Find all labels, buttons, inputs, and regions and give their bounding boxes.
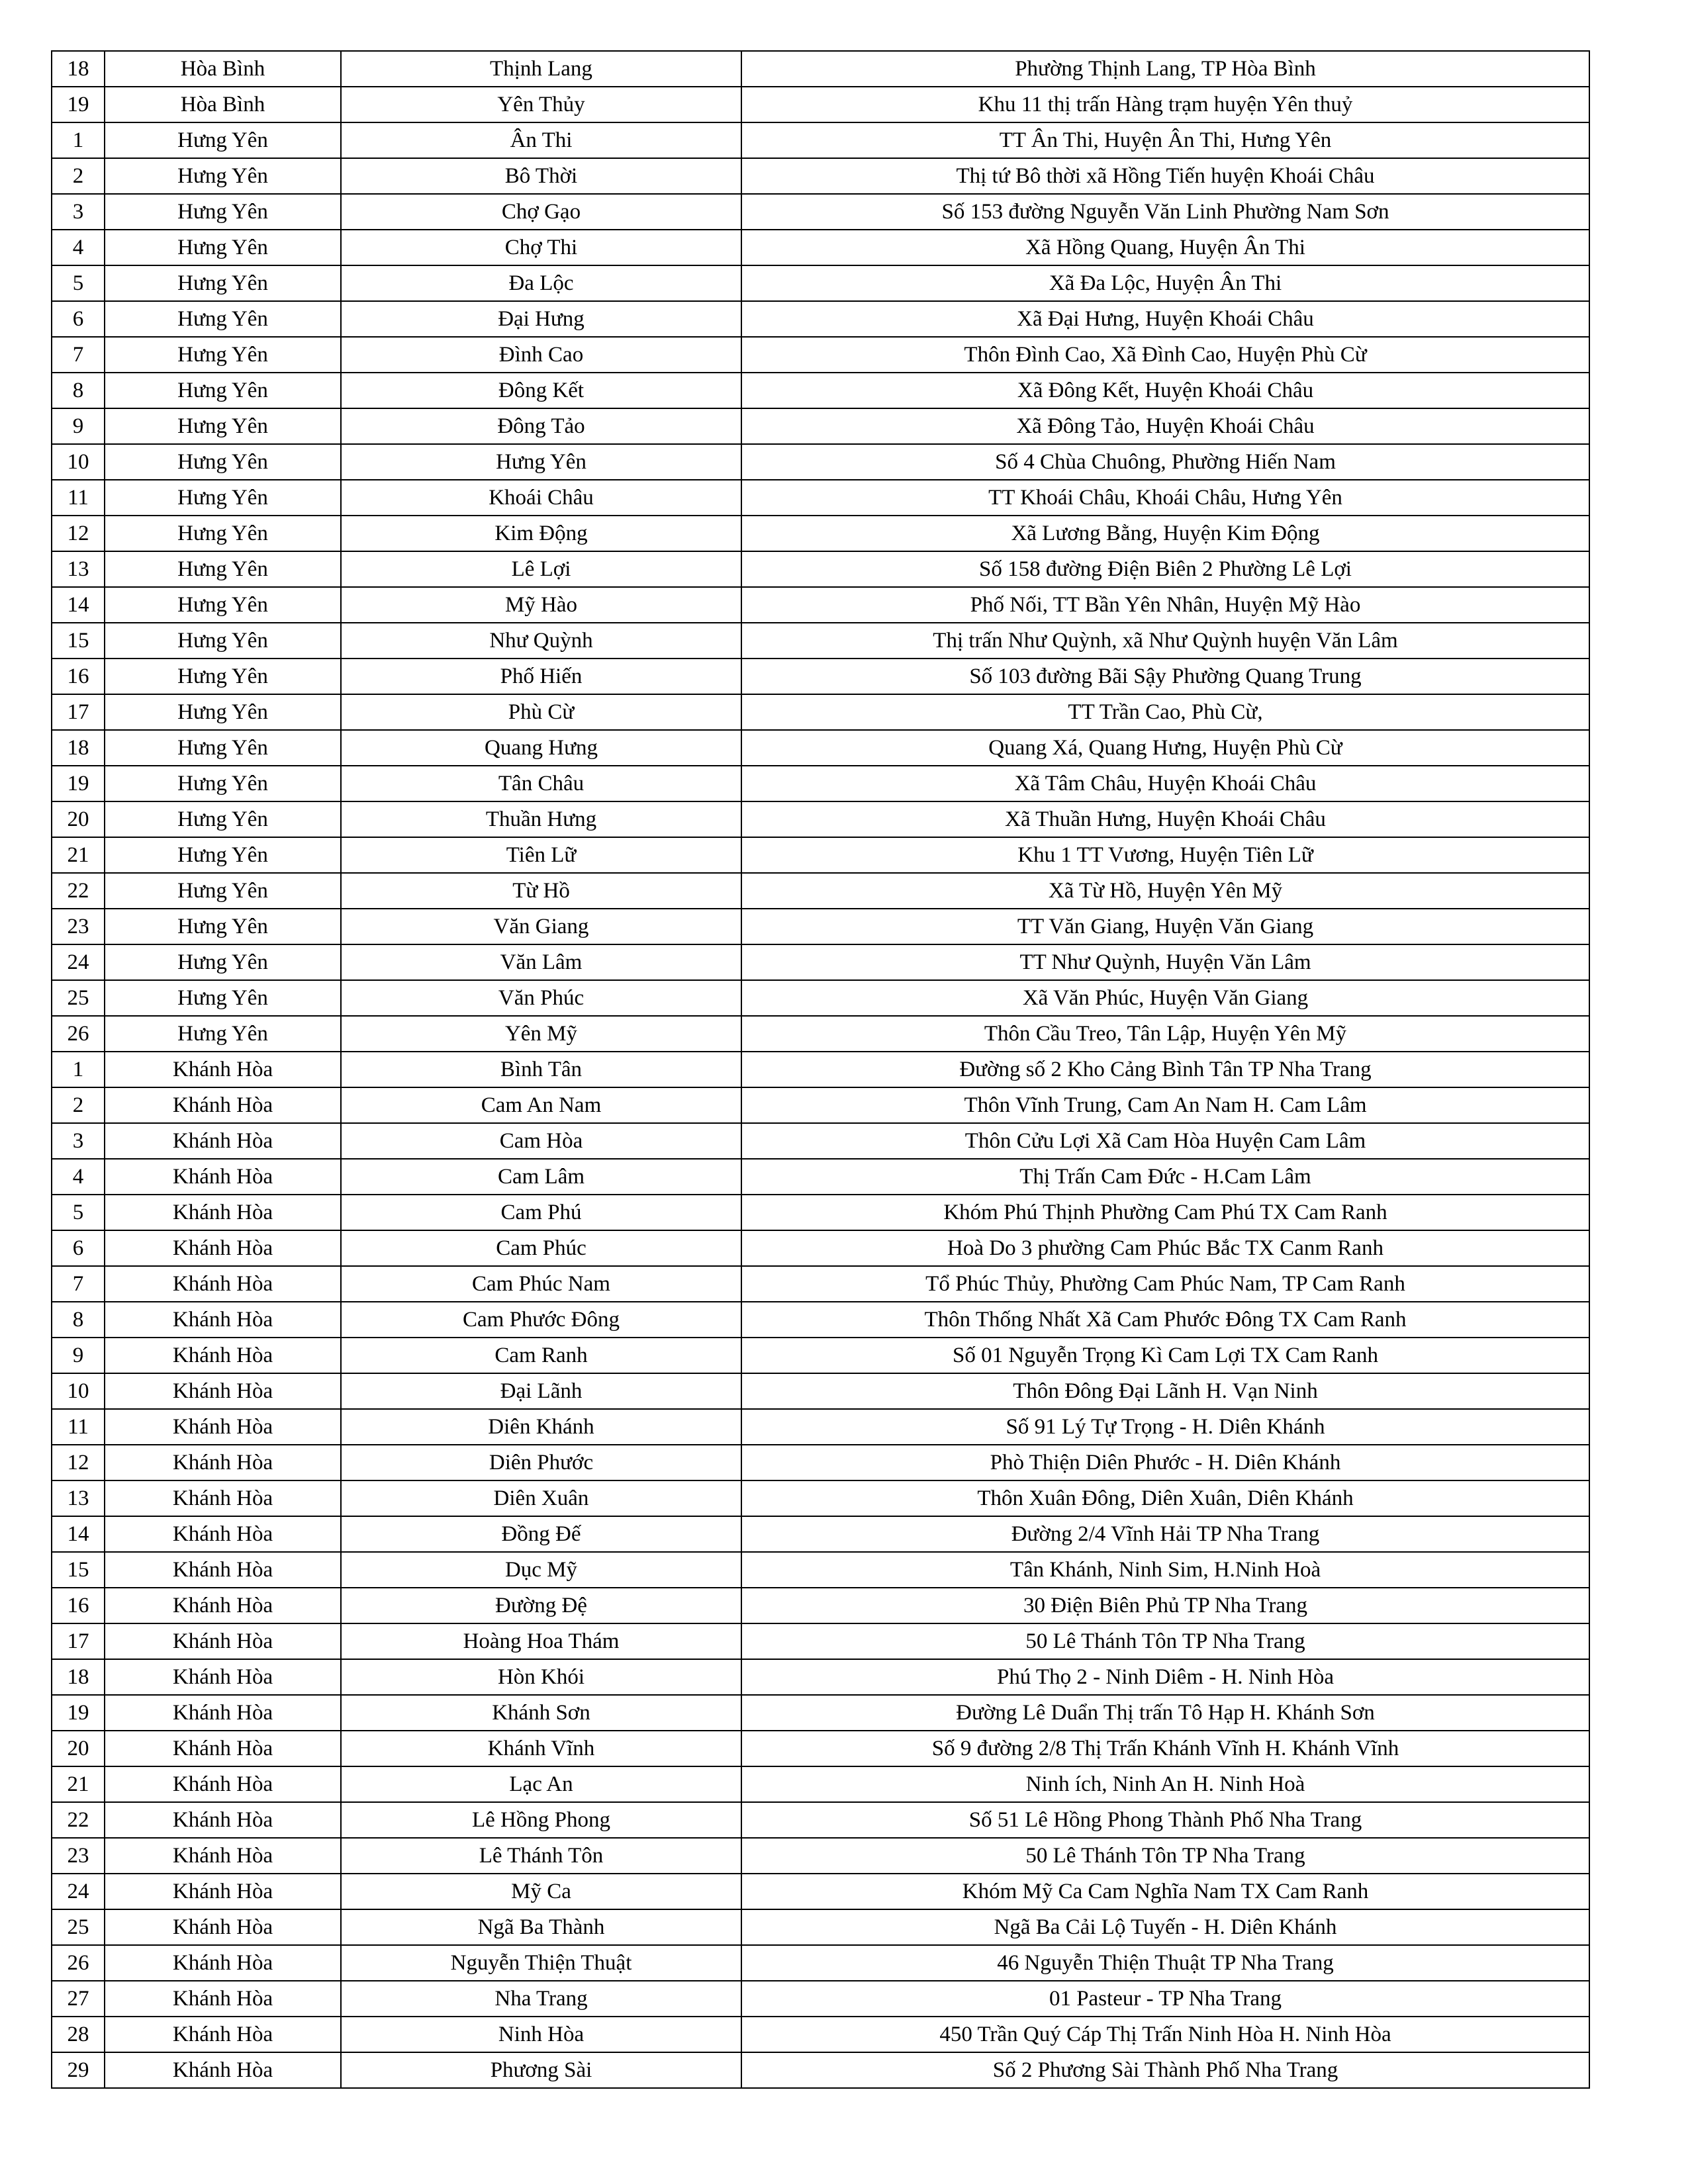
table-row [52,1659,1589,1695]
branch-name-cell: Ân Thi [341,122,741,158]
row-number-cell: 15 [52,623,105,659]
table-row [52,1766,1589,1802]
address-cell: Xã Hồng Quang, Huyện Ân Thi [741,230,1589,265]
row-number-cell: 18 [52,730,105,766]
row-number-cell: 27 [52,1981,105,2017]
province-cell: Khánh Hòa [105,1480,341,1516]
address-cell: Xã Thuần Hưng, Huyện Khoái Châu [741,801,1589,837]
table-row [52,623,1589,659]
row-number-cell: 13 [52,1480,105,1516]
table-row [52,766,1589,801]
row-number-cell: 29 [52,2052,105,2088]
row-number-cell: 26 [52,1945,105,1981]
row-number-cell: 17 [52,1623,105,1659]
address-cell: TT Văn Giang, Huyện Văn Giang [741,909,1589,944]
address-cell: 450 Trần Quý Cáp Thị Trấn Ninh Hòa H. Ninh Hòa [741,2017,1589,2052]
table-row [52,837,1589,873]
table-row [52,194,1589,230]
row-number-cell: 24 [52,944,105,980]
province-cell: Hưng Yên [105,194,341,230]
branch-name-cell: Lạc An [341,1766,741,1802]
address-cell: Khóm Mỹ Ca Cam Nghĩa Nam TX Cam Ranh [741,1874,1589,1909]
address-cell: Khu 1 TT Vương, Huyện Tiên Lữ [741,837,1589,873]
address-cell: Xã Tâm Châu, Huyện Khoái Châu [741,766,1589,801]
branch-name-cell: Hoàng Hoa Thám [341,1623,741,1659]
table-row [52,1302,1589,1338]
province-cell: Hưng Yên [105,122,341,158]
table-row [52,158,1589,194]
address-cell: TT Trần Cao, Phù Cừ, [741,694,1589,730]
row-number-cell: 19 [52,766,105,801]
branch-name-cell: Hưng Yên [341,444,741,480]
branch-name-cell: Nguyễn Thiện Thuật [341,1945,741,1981]
address-cell: 50 Lê Thánh Tôn TP Nha Trang [741,1623,1589,1659]
branch-name-cell: Nha Trang [341,1981,741,2017]
table-row [52,659,1589,694]
branch-name-cell: Bình Tân [341,1052,741,1087]
branch-name-cell: Diên Phước [341,1445,741,1480]
branch-name-cell: Lê Thánh Tôn [341,1838,741,1874]
province-cell: Hòa Bình [105,87,341,122]
province-cell: Hưng Yên [105,265,341,301]
province-cell: Khánh Hòa [105,1445,341,1480]
table-row [52,265,1589,301]
branch-name-cell: Chợ Gạo [341,194,741,230]
row-number-cell: 5 [52,1195,105,1230]
province-cell: Hưng Yên [105,516,341,551]
address-cell: Phường Thịnh Lang, TP Hòa Bình [741,51,1589,87]
table-row [52,1945,1589,1981]
row-number-cell: 18 [52,1659,105,1695]
branch-name-cell: Ngã Ba Thành [341,1909,741,1945]
table-row [52,1480,1589,1516]
table-row [52,1373,1589,1409]
branch-name-cell: Đồng Đế [341,1516,741,1552]
row-number-cell: 1 [52,122,105,158]
table-row [52,1516,1589,1552]
address-cell: Thôn Cầu Treo, Tân Lập, Huyện Yên Mỹ [741,1016,1589,1052]
address-cell: Xã Đông Kết, Huyện Khoái Châu [741,373,1589,408]
address-cell: TT Như Quỳnh, Huyện Văn Lâm [741,944,1589,980]
branch-name-cell: Cam Hòa [341,1123,741,1159]
branch-name-cell: Quang Hưng [341,730,741,766]
branch-name-cell: Hòn Khói [341,1659,741,1695]
branch-name-cell: Diên Khánh [341,1409,741,1445]
branch-name-cell: Cam Phúc Nam [341,1266,741,1302]
address-cell: Thôn Thống Nhất Xã Cam Phước Đông TX Cam Ranh [741,1302,1589,1338]
province-cell: Hưng Yên [105,480,341,516]
row-number-cell: 1 [52,1052,105,1087]
table-row [52,1266,1589,1302]
province-cell: Hưng Yên [105,373,341,408]
table-row [52,730,1589,766]
table-body [52,51,1589,2088]
branch-name-cell: Chợ Thi [341,230,741,265]
province-cell: Khánh Hòa [105,1588,341,1623]
table-row [52,873,1589,909]
branch-name-cell: Dục Mỹ [341,1552,741,1588]
table-row [52,1909,1589,1945]
branch-address-table-page [51,50,1589,2089]
row-number-cell: 12 [52,516,105,551]
province-cell: Khánh Hòa [105,1195,341,1230]
province-cell: Hưng Yên [105,1016,341,1052]
table-row [52,408,1589,444]
province-cell: Khánh Hòa [105,2017,341,2052]
branch-name-cell: Khoái Châu [341,480,741,516]
province-cell: Hưng Yên [105,837,341,873]
branch-name-cell: Đông Kết [341,373,741,408]
province-cell: Khánh Hòa [105,1874,341,1909]
row-number-cell: 5 [52,265,105,301]
table-row [52,1087,1589,1123]
row-number-cell: 13 [52,551,105,587]
row-number-cell: 10 [52,1373,105,1409]
table-row [52,51,1589,87]
branch-address-table [51,50,1590,2089]
row-number-cell: 9 [52,408,105,444]
address-cell: Tân Khánh, Ninh Sim, H.Ninh Hoà [741,1552,1589,1588]
row-number-cell: 26 [52,1016,105,1052]
province-cell: Hưng Yên [105,909,341,944]
table-row [52,2052,1589,2088]
branch-name-cell: Thịnh Lang [341,51,741,87]
province-cell: Khánh Hòa [105,1695,341,1731]
table-row [52,1838,1589,1874]
address-cell: Thôn Đông Đại Lãnh H. Vạn Ninh [741,1373,1589,1409]
address-cell: Thôn Cửu Lợi Xã Cam Hòa Huyện Cam Lâm [741,1123,1589,1159]
province-cell: Hòa Bình [105,51,341,87]
address-cell: Ngã Ba Cải Lộ Tuyến - H. Diên Khánh [741,1909,1589,1945]
address-cell: Số 158 đường Điện Biên 2 Phường Lê Lợi [741,551,1589,587]
table-row [52,980,1589,1016]
table-row [52,587,1589,623]
address-cell: TT Khoái Châu, Khoái Châu, Hưng Yên [741,480,1589,516]
table-row [52,1802,1589,1838]
branch-name-cell: Như Quỳnh [341,623,741,659]
row-number-cell: 23 [52,1838,105,1874]
address-cell: Thôn Xuân Đông, Diên Xuân, Diên Khánh [741,1480,1589,1516]
address-cell: 30 Điện Biên Phủ TP Nha Trang [741,1588,1589,1623]
province-cell: Hưng Yên [105,694,341,730]
branch-name-cell: Đại Lãnh [341,1373,741,1409]
address-cell: 46 Nguyễn Thiện Thuật TP Nha Trang [741,1945,1589,1981]
table-row [52,1338,1589,1373]
branch-name-cell: Phù Cừ [341,694,741,730]
address-cell: Xã Từ Hồ, Huyện Yên Mỹ [741,873,1589,909]
row-number-cell: 25 [52,1909,105,1945]
province-cell: Khánh Hòa [105,1802,341,1838]
province-cell: Khánh Hòa [105,1945,341,1981]
row-number-cell: 9 [52,1338,105,1373]
province-cell: Hưng Yên [105,158,341,194]
address-cell: Tổ Phúc Thủy, Phường Cam Phúc Nam, TP Cam Ranh [741,1266,1589,1302]
row-number-cell: 19 [52,1695,105,1731]
row-number-cell: 3 [52,194,105,230]
row-number-cell: 12 [52,1445,105,1480]
address-cell: Phú Thọ 2 - Ninh Diêm - H. Ninh Hòa [741,1659,1589,1695]
table-row [52,1874,1589,1909]
branch-name-cell: Kim Động [341,516,741,551]
table-row [52,230,1589,265]
province-cell: Khánh Hòa [105,1909,341,1945]
table-row [52,122,1589,158]
province-cell: Khánh Hòa [105,1159,341,1195]
table-row [52,1695,1589,1731]
row-number-cell: 28 [52,2017,105,2052]
table-row [52,909,1589,944]
address-cell: Phố Nối, TT Bần Yên Nhân, Huyện Mỹ Hào [741,587,1589,623]
address-cell: Hoà Do 3 phường Cam Phúc Bắc TX Canm Ranh [741,1230,1589,1266]
branch-name-cell: Văn Giang [341,909,741,944]
province-cell: Khánh Hòa [105,2052,341,2088]
row-number-cell: 7 [52,1266,105,1302]
table-row [52,801,1589,837]
table-row [52,1409,1589,1445]
row-number-cell: 2 [52,158,105,194]
address-cell: Thị Trấn Cam Đức - H.Cam Lâm [741,1159,1589,1195]
branch-name-cell: Khánh Sơn [341,1695,741,1731]
row-number-cell: 16 [52,659,105,694]
province-cell: Khánh Hòa [105,1838,341,1874]
province-cell: Hưng Yên [105,623,341,659]
table-row [52,1016,1589,1052]
branch-name-cell: Đình Cao [341,337,741,373]
branch-name-cell: Mỹ Hào [341,587,741,623]
province-cell: Khánh Hòa [105,1623,341,1659]
province-cell: Hưng Yên [105,551,341,587]
row-number-cell: 18 [52,51,105,87]
row-number-cell: 6 [52,1230,105,1266]
row-number-cell: 14 [52,587,105,623]
province-cell: Khánh Hòa [105,1266,341,1302]
address-cell: Số 91 Lý Tự Trọng - H. Diên Khánh [741,1409,1589,1445]
table-row [52,1981,1589,2017]
address-cell: Xã Lương Bằng, Huyện Kim Động [741,516,1589,551]
address-cell: Xã Đa Lộc, Huyện Ân Thi [741,265,1589,301]
row-number-cell: 15 [52,1552,105,1588]
province-cell: Khánh Hòa [105,1230,341,1266]
address-cell: Số 153 đường Nguyễn Văn Linh Phường Nam Sơn [741,194,1589,230]
province-cell: Khánh Hòa [105,1766,341,1802]
row-number-cell: 2 [52,1087,105,1123]
table-row [52,444,1589,480]
address-cell: Đường số 2 Kho Cảng Bình Tân TP Nha Trang [741,1052,1589,1087]
branch-name-cell: Đường Đệ [341,1588,741,1623]
address-cell: Số 01 Nguyễn Trọng Kì Cam Lợi TX Cam Ranh [741,1338,1589,1373]
row-number-cell: 14 [52,1516,105,1552]
province-cell: Hưng Yên [105,444,341,480]
address-cell: Thị tứ Bô thời xã Hồng Tiến huyện Khoái Châu [741,158,1589,194]
branch-name-cell: Phương Sài [341,2052,741,2088]
branch-name-cell: Lê Hồng Phong [341,1802,741,1838]
address-cell: Quang Xá, Quang Hưng, Huyện Phù Cừ [741,730,1589,766]
branch-name-cell: Yên Mỹ [341,1016,741,1052]
province-cell: Khánh Hòa [105,1731,341,1766]
table-row [52,1052,1589,1087]
province-cell: Hưng Yên [105,587,341,623]
province-cell: Hưng Yên [105,980,341,1016]
province-cell: Hưng Yên [105,873,341,909]
address-cell: Ninh ích, Ninh An H. Ninh Hoà [741,1766,1589,1802]
province-cell: Hưng Yên [105,301,341,337]
branch-name-cell: Văn Phúc [341,980,741,1016]
province-cell: Khánh Hòa [105,1409,341,1445]
province-cell: Khánh Hòa [105,1338,341,1373]
province-cell: Khánh Hòa [105,1516,341,1552]
table-row [52,1588,1589,1623]
province-cell: Khánh Hòa [105,1087,341,1123]
row-number-cell: 8 [52,373,105,408]
table-row [52,1195,1589,1230]
branch-name-cell: Từ Hồ [341,873,741,909]
branch-name-cell: Cam Phúc [341,1230,741,1266]
branch-name-cell: Phố Hiến [341,659,741,694]
row-number-cell: 10 [52,444,105,480]
table-row [52,516,1589,551]
province-cell: Khánh Hòa [105,1552,341,1588]
address-cell: Thị trấn Như Quỳnh, xã Như Quỳnh huyện Văn Lâm [741,623,1589,659]
address-cell: 50 Lê Thánh Tôn TP Nha Trang [741,1838,1589,1874]
province-cell: Khánh Hòa [105,1123,341,1159]
province-cell: Khánh Hòa [105,1302,341,1338]
branch-name-cell: Diên Xuân [341,1480,741,1516]
province-cell: Khánh Hòa [105,1981,341,2017]
address-cell: Số 51 Lê Hồng Phong Thành Phố Nha Trang [741,1802,1589,1838]
address-cell: Xã Đại Hưng, Huyện Khoái Châu [741,301,1589,337]
row-number-cell: 21 [52,1766,105,1802]
branch-name-cell: Tân Châu [341,766,741,801]
row-number-cell: 8 [52,1302,105,1338]
branch-name-cell: Đại Hưng [341,301,741,337]
branch-name-cell: Cam Lâm [341,1159,741,1195]
province-cell: Hưng Yên [105,766,341,801]
branch-name-cell: Văn Lâm [341,944,741,980]
province-cell: Hưng Yên [105,801,341,837]
row-number-cell: 16 [52,1588,105,1623]
address-cell: TT Ân Thi, Huyện Ân Thi, Hưng Yên [741,122,1589,158]
table-row [52,301,1589,337]
branch-name-cell: Lê Lợi [341,551,741,587]
province-cell: Khánh Hòa [105,1373,341,1409]
row-number-cell: 3 [52,1123,105,1159]
table-row [52,1552,1589,1588]
row-number-cell: 11 [52,480,105,516]
row-number-cell: 22 [52,873,105,909]
province-cell: Hưng Yên [105,230,341,265]
province-cell: Hưng Yên [105,659,341,694]
province-cell: Hưng Yên [105,408,341,444]
table-row [52,944,1589,980]
row-number-cell: 4 [52,230,105,265]
table-row [52,373,1589,408]
branch-name-cell: Tiên Lữ [341,837,741,873]
row-number-cell: 20 [52,1731,105,1766]
address-cell: Xã Văn Phúc, Huyện Văn Giang [741,980,1589,1016]
address-cell: Thôn Vĩnh Trung, Cam An Nam H. Cam Lâm [741,1087,1589,1123]
row-number-cell: 23 [52,909,105,944]
row-number-cell: 19 [52,87,105,122]
address-cell: Đường Lê Duẩn Thị trấn Tô Hạp H. Khánh Sơn [741,1695,1589,1731]
row-number-cell: 22 [52,1802,105,1838]
table-row [52,1230,1589,1266]
table-row [52,1123,1589,1159]
row-number-cell: 21 [52,837,105,873]
address-cell: Thôn Đình Cao, Xã Đình Cao, Huyện Phù Cừ [741,337,1589,373]
branch-name-cell: Đông Tảo [341,408,741,444]
table-row [52,2017,1589,2052]
table-row [52,1731,1589,1766]
branch-name-cell: Cam Ranh [341,1338,741,1373]
province-cell: Hưng Yên [105,730,341,766]
address-cell: Khóm Phú Thịnh Phường Cam Phú TX Cam Ranh [741,1195,1589,1230]
branch-name-cell: Khánh Vĩnh [341,1731,741,1766]
row-number-cell: 25 [52,980,105,1016]
row-number-cell: 20 [52,801,105,837]
row-number-cell: 17 [52,694,105,730]
province-cell: Hưng Yên [105,944,341,980]
branch-name-cell: Ninh Hòa [341,2017,741,2052]
table-row [52,480,1589,516]
branch-name-cell: Thuần Hưng [341,801,741,837]
row-number-cell: 24 [52,1874,105,1909]
branch-name-cell: Cam Phú [341,1195,741,1230]
address-cell: Số 4 Chùa Chuông, Phường Hiến Nam [741,444,1589,480]
address-cell: 01 Pasteur - TP Nha Trang [741,1981,1589,2017]
branch-name-cell: Cam Phước Đông [341,1302,741,1338]
row-number-cell: 4 [52,1159,105,1195]
address-cell: Số 9 đường 2/8 Thị Trấn Khánh Vĩnh H. Khánh Vĩnh [741,1731,1589,1766]
row-number-cell: 7 [52,337,105,373]
table-row [52,694,1589,730]
table-row [52,551,1589,587]
address-cell: Số 2 Phương Sài Thành Phố Nha Trang [741,2052,1589,2088]
address-cell: Số 103 đường Bãi Sậy Phường Quang Trung [741,659,1589,694]
province-cell: Khánh Hòa [105,1052,341,1087]
row-number-cell: 11 [52,1409,105,1445]
row-number-cell: 6 [52,301,105,337]
table-row [52,1159,1589,1195]
address-cell: Xã Đông Tảo, Huyện Khoái Châu [741,408,1589,444]
address-cell: Đường 2/4 Vĩnh Hải TP Nha Trang [741,1516,1589,1552]
address-cell: Phò Thiện Diên Phước - H. Diên Khánh [741,1445,1589,1480]
province-cell: Hưng Yên [105,337,341,373]
table-row [52,87,1589,122]
table-row [52,337,1589,373]
address-cell: Khu 11 thị trấn Hàng trạm huyện Yên thuỷ [741,87,1589,122]
table-row [52,1623,1589,1659]
branch-name-cell: Cam An Nam [341,1087,741,1123]
branch-name-cell: Mỹ Ca [341,1874,741,1909]
province-cell: Khánh Hòa [105,1659,341,1695]
branch-name-cell: Đa Lộc [341,265,741,301]
table-row [52,1445,1589,1480]
branch-name-cell: Bô Thời [341,158,741,194]
branch-name-cell: Yên Thủy [341,87,741,122]
